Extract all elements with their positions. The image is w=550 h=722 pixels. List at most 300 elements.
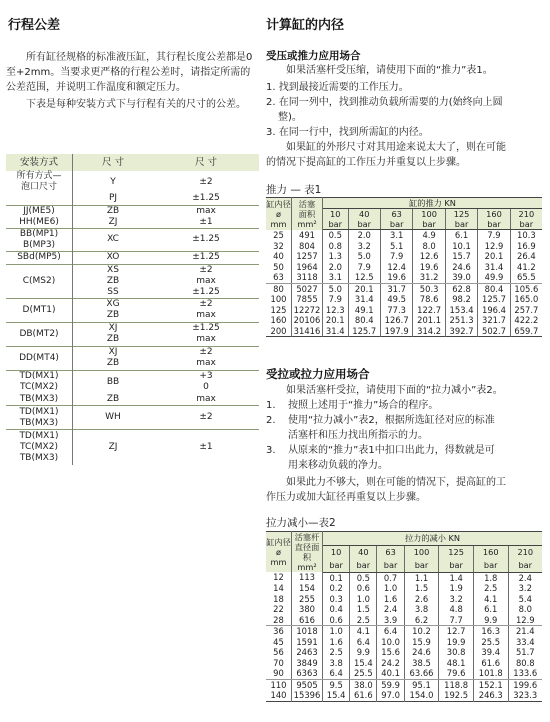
mount-label: DD(MT4): [19, 352, 59, 363]
force-cell: 0.2: [323, 583, 350, 594]
pressure-header: 125: [445, 209, 477, 220]
dimension-label: ZB: [106, 205, 120, 216]
force-cell: 196.4: [478, 305, 510, 316]
force-cell: 78.6: [413, 294, 445, 305]
force-cell: 1.3: [323, 251, 349, 262]
table-row: [266, 294, 542, 305]
force-cell: 15.4: [323, 690, 350, 701]
force-cell: 3.8: [404, 604, 439, 615]
table-row: [266, 615, 542, 626]
force-cell: 40.1: [377, 668, 404, 679]
area-cell: 1257: [292, 251, 323, 262]
force-cell: 3.9: [377, 615, 404, 626]
step-line: 按照上述用于“推力”场合的程序。: [288, 400, 439, 411]
force-cell: 1.9: [439, 583, 474, 594]
area-header: [292, 198, 323, 230]
step-line: 从原来的“推力”表1中扣口出此力，得数就是可: [288, 445, 495, 456]
mount-cell: [6, 322, 73, 346]
dimension-label: BB: [106, 376, 120, 387]
force-cell: 10.3: [517, 230, 536, 240]
tolerance-value: max: [196, 334, 216, 344]
pressure-header: 125: [439, 545, 474, 558]
tolerance-value: ±1.25: [192, 234, 220, 244]
tolerance-value: max: [196, 275, 216, 286]
mount-cell: [6, 370, 73, 394]
area-cell: 1591: [292, 637, 323, 648]
force-cell: 19.9: [439, 637, 474, 648]
table-row: [6, 217, 259, 229]
force-cell: 659.7: [514, 325, 539, 336]
force-cell: 6.1: [445, 230, 477, 241]
force-cell: 12.7: [439, 626, 474, 637]
table-row: [6, 322, 259, 346]
bore-cell: 140: [266, 690, 292, 701]
area-header-line: 面积: [298, 208, 316, 219]
table-row: [266, 315, 542, 326]
force-cell: 10.2: [404, 626, 439, 637]
pressure-header: 100: [413, 209, 445, 220]
force-cell: 31.4: [323, 326, 349, 337]
force-cell: 7.9: [348, 262, 380, 273]
force-cell: 9.9: [473, 615, 508, 626]
mount-cell: [6, 171, 73, 193]
table-row: [266, 262, 542, 273]
force-cell: 251.3: [445, 315, 477, 326]
force-cell: 15.4: [350, 658, 377, 669]
unit-header: bar: [323, 559, 350, 572]
force-cell: 9.9: [350, 647, 377, 658]
mount-label: TB(MX3): [19, 394, 59, 404]
force-cell: 31.7: [380, 283, 412, 294]
step-text: [288, 413, 495, 443]
force-cell: 1.1: [404, 572, 439, 583]
table-row: [266, 647, 542, 658]
dimension-cell: [73, 406, 154, 430]
unit-header: bar: [380, 219, 412, 230]
area-header-line: 活塞杆: [294, 532, 320, 542]
force-cell: 12.3: [323, 305, 349, 316]
table-row: [266, 626, 542, 637]
mount-label: TD(MX1): [19, 371, 59, 382]
dimension-cell: [73, 264, 154, 298]
tolerance-paragraph-1: 所有缸径规格的标准液压缸，其行程长度公差都是0至+2mm。当要求更严格的行程公差时，请指定所需的公差范围，并说明工作温度和额定压力。: [6, 52, 253, 93]
table-row: [266, 658, 542, 669]
force-cell: 8.0: [518, 604, 532, 614]
table-row: [266, 690, 542, 701]
area-cell: 15396: [292, 690, 323, 701]
tolerance-paragraph-2: 下表是每种安装方式下与行程有关的尺寸的公差。: [26, 99, 246, 110]
tolerance-value: ±1: [199, 441, 213, 452]
table-row: [266, 594, 542, 605]
force-cell: 1.0: [323, 626, 350, 637]
mount-cell: [6, 217, 73, 229]
table-row: [266, 272, 542, 283]
force-cell: 48.1: [439, 658, 474, 669]
table-row: [266, 326, 542, 337]
tolerance-value: ±1.25: [192, 323, 220, 333]
mount-label: JJ(ME5): [23, 205, 55, 216]
table-header-row: [266, 532, 542, 546]
force-cell: 59.9: [377, 679, 404, 690]
force-cell: 97.0: [377, 690, 404, 701]
force-cell: 49.5: [380, 294, 412, 305]
force-cell: 20.1: [323, 315, 349, 326]
pull-step: [266, 443, 548, 473]
force-cell: 3.8: [323, 658, 350, 669]
dimension-cell: [73, 193, 154, 205]
area-cell: 380: [292, 604, 323, 615]
force-cell: 125.7: [348, 326, 380, 337]
force-cell: 7.9: [380, 251, 412, 262]
bore-header-line: ø: [275, 208, 281, 219]
mount-label: D(MT1): [22, 304, 56, 315]
bore-cell: 63: [266, 272, 292, 283]
tolerance-cell: [153, 217, 259, 229]
force-cell: 7.7: [439, 615, 474, 626]
area-header-line: mm²: [297, 562, 317, 572]
force-cell: 105.6: [514, 283, 539, 294]
column-header: 尺 寸: [73, 154, 154, 171]
mount-label: TB(MX3): [19, 417, 59, 428]
force-cell: 1.0: [377, 583, 404, 594]
force-cell: 1.5: [350, 604, 377, 615]
dimension-cell: [73, 346, 154, 370]
dimension-label: PJ: [108, 193, 118, 204]
force-cell: 12.5: [348, 272, 380, 283]
pressure-header: 100: [404, 545, 439, 558]
table-row: [6, 205, 259, 217]
bore-cell: 14: [266, 583, 292, 594]
force-cell: 0.5: [323, 230, 349, 241]
force-cell: 6.4: [323, 668, 350, 679]
bore-header: [266, 198, 292, 230]
push-note-line: 如果缸的外形尺寸对其用途来说太大了，则在可能: [286, 142, 506, 153]
force-cell: 152.1: [473, 679, 508, 690]
bore-cell: 25: [266, 230, 292, 241]
area-cell: 31416: [292, 326, 323, 337]
mount-cell: [6, 251, 73, 264]
force-cell: 3.2: [348, 241, 380, 252]
area-cell: 9505: [292, 679, 323, 690]
force-cell: 4.1: [350, 626, 377, 637]
unit-header: bar: [323, 219, 349, 230]
force-cell: 21.4: [515, 626, 535, 636]
mount-label: B(MP3): [22, 239, 56, 250]
force-cell: 24.2: [377, 658, 404, 669]
bore-header-line: mm: [270, 218, 287, 229]
tolerance-value: max: [196, 310, 216, 320]
bore-header-line: 缸内径: [266, 198, 291, 209]
force-cell: 12.4: [380, 262, 412, 273]
tolerance-value: max: [196, 205, 216, 216]
force-group-header: 缸的推力 KN: [323, 198, 543, 209]
mount-label: TD(MX1): [19, 430, 59, 441]
table-row: [6, 298, 259, 322]
force-cell: 3.1: [380, 230, 412, 241]
bore-cell: 36: [266, 626, 292, 637]
table-row: [266, 283, 542, 294]
unit-header: bar: [348, 219, 380, 230]
mount-label: TD(MX1): [19, 406, 59, 417]
dimension-label: XS: [107, 264, 119, 275]
force-cell: 6.2: [404, 615, 439, 626]
force-cell: 31.4: [478, 262, 510, 273]
pressure-header: 160: [478, 209, 510, 220]
tolerance-value: 0: [203, 382, 209, 393]
force-cell: 502.7: [478, 326, 510, 337]
pressure-header: 40: [348, 209, 380, 220]
tolerance-cell: [153, 298, 259, 322]
dimension-cell: [73, 251, 154, 264]
dimension-label: XJ: [108, 323, 118, 333]
dimension-label: ZB: [106, 275, 120, 286]
force-cell: 2.6: [404, 594, 439, 605]
area-cell: 6363: [292, 668, 323, 679]
mount-cell: [6, 298, 73, 322]
pull-heading: 受拉或拉力应用场合: [266, 367, 370, 381]
push-steps: [266, 80, 546, 140]
force-cell: 19.6: [380, 272, 412, 283]
force-cell: 38.0: [350, 679, 377, 690]
column-header: 尺 寸: [153, 154, 259, 171]
force-cell: 49.9: [478, 272, 510, 283]
tolerance-value: ±2: [199, 264, 213, 275]
bore-cell: 22: [266, 604, 292, 615]
force-cell: 1.6: [323, 637, 350, 648]
mount-label: SBd(MP5): [17, 252, 61, 262]
force-cell: 392.7: [445, 326, 477, 337]
push-step: 3. 在同一行中，找到所需缸的内径。: [266, 127, 429, 138]
tolerance-value: ±1.25: [192, 286, 220, 297]
push-table: [266, 197, 542, 337]
pressure-header: 40: [350, 545, 377, 558]
area-cell: 491: [292, 230, 323, 241]
area-cell: 20106: [292, 315, 323, 326]
bore-cell: 100: [266, 294, 292, 305]
table-row: [6, 228, 259, 251]
dimension-label: XO: [106, 252, 120, 262]
mount-cell: [6, 228, 73, 251]
force-cell: 0.1: [323, 572, 350, 583]
mount-cell: [6, 205, 73, 217]
unit-header: bar: [439, 559, 474, 572]
tolerance-value: max: [196, 394, 216, 404]
force-cell: 15.6: [377, 647, 404, 658]
force-cell: 12.6: [413, 251, 445, 262]
mount-label: C(MS2): [22, 275, 56, 286]
unit-header: bar: [508, 559, 542, 572]
step-line: 活塞杆和压力找出所指示的力。: [288, 430, 428, 441]
force-cell: 122.7: [413, 305, 445, 316]
dimension-label: ZJ: [108, 441, 118, 452]
force-cell: 15.7: [445, 251, 477, 262]
bore-header: [266, 532, 292, 573]
table-row: [266, 241, 542, 252]
force-cell: 39.0: [445, 272, 477, 283]
mount-label: BB(MP1): [19, 228, 59, 239]
tolerance-value: ±2: [199, 347, 213, 357]
force-cell: 7.9: [323, 294, 349, 305]
force-cell: 12.9: [508, 615, 542, 626]
tolerance-cell: [153, 322, 259, 346]
tolerance-value: ±1: [199, 216, 213, 227]
force-cell: 153.4: [445, 305, 477, 316]
tolerance-cell: [153, 205, 259, 217]
step-number: 2.: [266, 415, 276, 426]
force-cell: 62.8: [445, 283, 477, 294]
mount-cell: [6, 406, 73, 430]
force-cell: 0.8: [323, 241, 349, 252]
bore-header-line: 缸内径: [266, 537, 291, 547]
force-cell: 20.1: [478, 251, 510, 262]
force-cell: 16.3: [473, 626, 508, 637]
force-cell: 5.4: [518, 593, 532, 604]
force-cell: 20.1: [348, 283, 380, 294]
push-note: [266, 140, 548, 170]
dimension-cell: [73, 322, 154, 346]
force-cell: 63.66: [404, 668, 439, 679]
bore-cell: 28: [266, 615, 292, 626]
area-cell: 5027: [292, 283, 323, 294]
table-row: [6, 251, 259, 264]
force-cell: 0.6: [350, 583, 377, 594]
force-cell: 61.6: [473, 658, 508, 669]
area-cell: 804: [292, 241, 323, 252]
dimension-label: ZB: [106, 358, 120, 368]
pull-reduction-table: [266, 531, 542, 702]
dimension-label: XJ: [108, 347, 118, 357]
force-cell: 4.1: [473, 594, 508, 605]
force-cell: 33.4: [515, 636, 535, 647]
force-cell: 201.1: [413, 315, 445, 326]
unit-header: bar: [473, 559, 508, 572]
force-cell: 2.5: [323, 647, 350, 658]
table-row: [6, 394, 259, 406]
bore-cell: 70: [266, 658, 292, 669]
mount-label: TC(MX2): [20, 441, 58, 452]
table-row: [6, 430, 259, 465]
pressure-header: 10: [323, 545, 350, 558]
force-cell: 6.1: [473, 604, 508, 615]
tolerance-title: 行程公差: [8, 18, 61, 33]
force-cell: 1.8: [473, 572, 508, 583]
unit-header: bar: [445, 219, 477, 230]
unit-header: bar: [404, 559, 439, 572]
force-cell: 4.9: [413, 230, 445, 241]
mount-cell: [6, 346, 73, 370]
force-cell: 257.7: [514, 304, 539, 315]
area-cell: 3118: [292, 272, 323, 283]
force-cell: 192.5: [439, 690, 474, 701]
force-cell: 31.4: [348, 294, 380, 305]
dimension-label: ZB: [106, 334, 120, 344]
force-cell: 38.5: [404, 658, 439, 669]
tolerance-cell: [153, 346, 259, 370]
force-cell: 26.4: [517, 251, 536, 261]
force-cell: 6.4: [377, 626, 404, 637]
force-cell: 0.6: [323, 615, 350, 626]
force-cell: 25.5: [473, 637, 508, 648]
bore-cell: 80: [266, 283, 292, 294]
force-cell: 2.5: [350, 615, 377, 626]
dimension-cell: [73, 217, 154, 229]
area-cell: 154: [292, 583, 323, 594]
mount-label: TC(MX2): [20, 382, 58, 393]
table-row: [266, 251, 542, 262]
force-cell: 10.1: [445, 241, 477, 252]
force-cell: 1.4: [439, 572, 474, 583]
force-cell: 3.2: [439, 594, 474, 605]
force-cell: 4.8: [439, 604, 474, 615]
dimension-cell: [73, 370, 154, 394]
force-cell: 12.9: [478, 241, 510, 252]
force-cell: 15.9: [404, 637, 439, 648]
tolerance-cell: [153, 370, 259, 394]
bore-cell: 18: [266, 594, 292, 605]
calc-bore-title: 计算缸的内径: [266, 18, 345, 33]
bore-header-line: ø: [275, 547, 281, 557]
area-header-line: mm²: [297, 218, 317, 229]
table2-caption: 拉力减小—表2: [266, 517, 336, 529]
force-cell: 31.2: [413, 272, 445, 283]
dimension-cell: [73, 430, 154, 465]
unit-header: bar: [377, 559, 404, 572]
table-row: [6, 193, 259, 205]
area-cell: 2463: [292, 647, 323, 658]
pull-steps: [266, 398, 548, 473]
area-header-line: 直径面积: [294, 542, 320, 562]
area-header-line: 活塞: [298, 198, 316, 209]
table-row: [266, 583, 542, 594]
force-cell: 2.4: [377, 604, 404, 615]
pressure-header: 63: [380, 209, 412, 220]
table-row: [6, 370, 259, 394]
bore-cell: 90: [266, 668, 292, 679]
force-cell: 2.0: [323, 262, 349, 273]
dimension-label: WH: [105, 412, 121, 422]
force-cell: 10.0: [377, 637, 404, 648]
force-cell: 49.1: [348, 305, 380, 316]
table-row: [6, 264, 259, 298]
force-cell: 24.6: [445, 262, 477, 273]
mount-label: 泡口尺寸: [20, 182, 57, 192]
step-line: 用来移动负载的净力。: [288, 460, 388, 471]
bore-cell: 45: [266, 637, 292, 648]
force-cell: 1.5: [404, 583, 439, 594]
force-cell: 422.2: [514, 315, 539, 325]
tolerance-value: ±2: [199, 412, 213, 422]
unit-header: bar: [350, 559, 377, 572]
force-cell: 3.2: [518, 583, 532, 593]
pull-note: [266, 475, 548, 505]
table-row: [266, 668, 542, 679]
area-cell: 1018: [292, 626, 323, 637]
unit-header: bar: [478, 219, 510, 230]
area-cell: 1964: [292, 262, 323, 273]
bore-header-line: mm: [270, 557, 287, 567]
tolerance-cell: [153, 264, 259, 298]
force-cell: 165.0: [514, 294, 539, 304]
area-header: [292, 532, 323, 573]
bore-cell: 12: [266, 572, 292, 583]
force-cell: 3.1: [323, 272, 349, 283]
push-step: 2. 在同一列中，找到推动负载所需要的力(始终向上圆: [266, 97, 503, 108]
dimension-label: ZJ: [108, 216, 118, 227]
push-step: 整)。: [278, 112, 302, 123]
pressure-header: 210: [510, 209, 542, 220]
tolerance-cell: [153, 251, 259, 264]
bore-cell: 110: [266, 679, 292, 690]
